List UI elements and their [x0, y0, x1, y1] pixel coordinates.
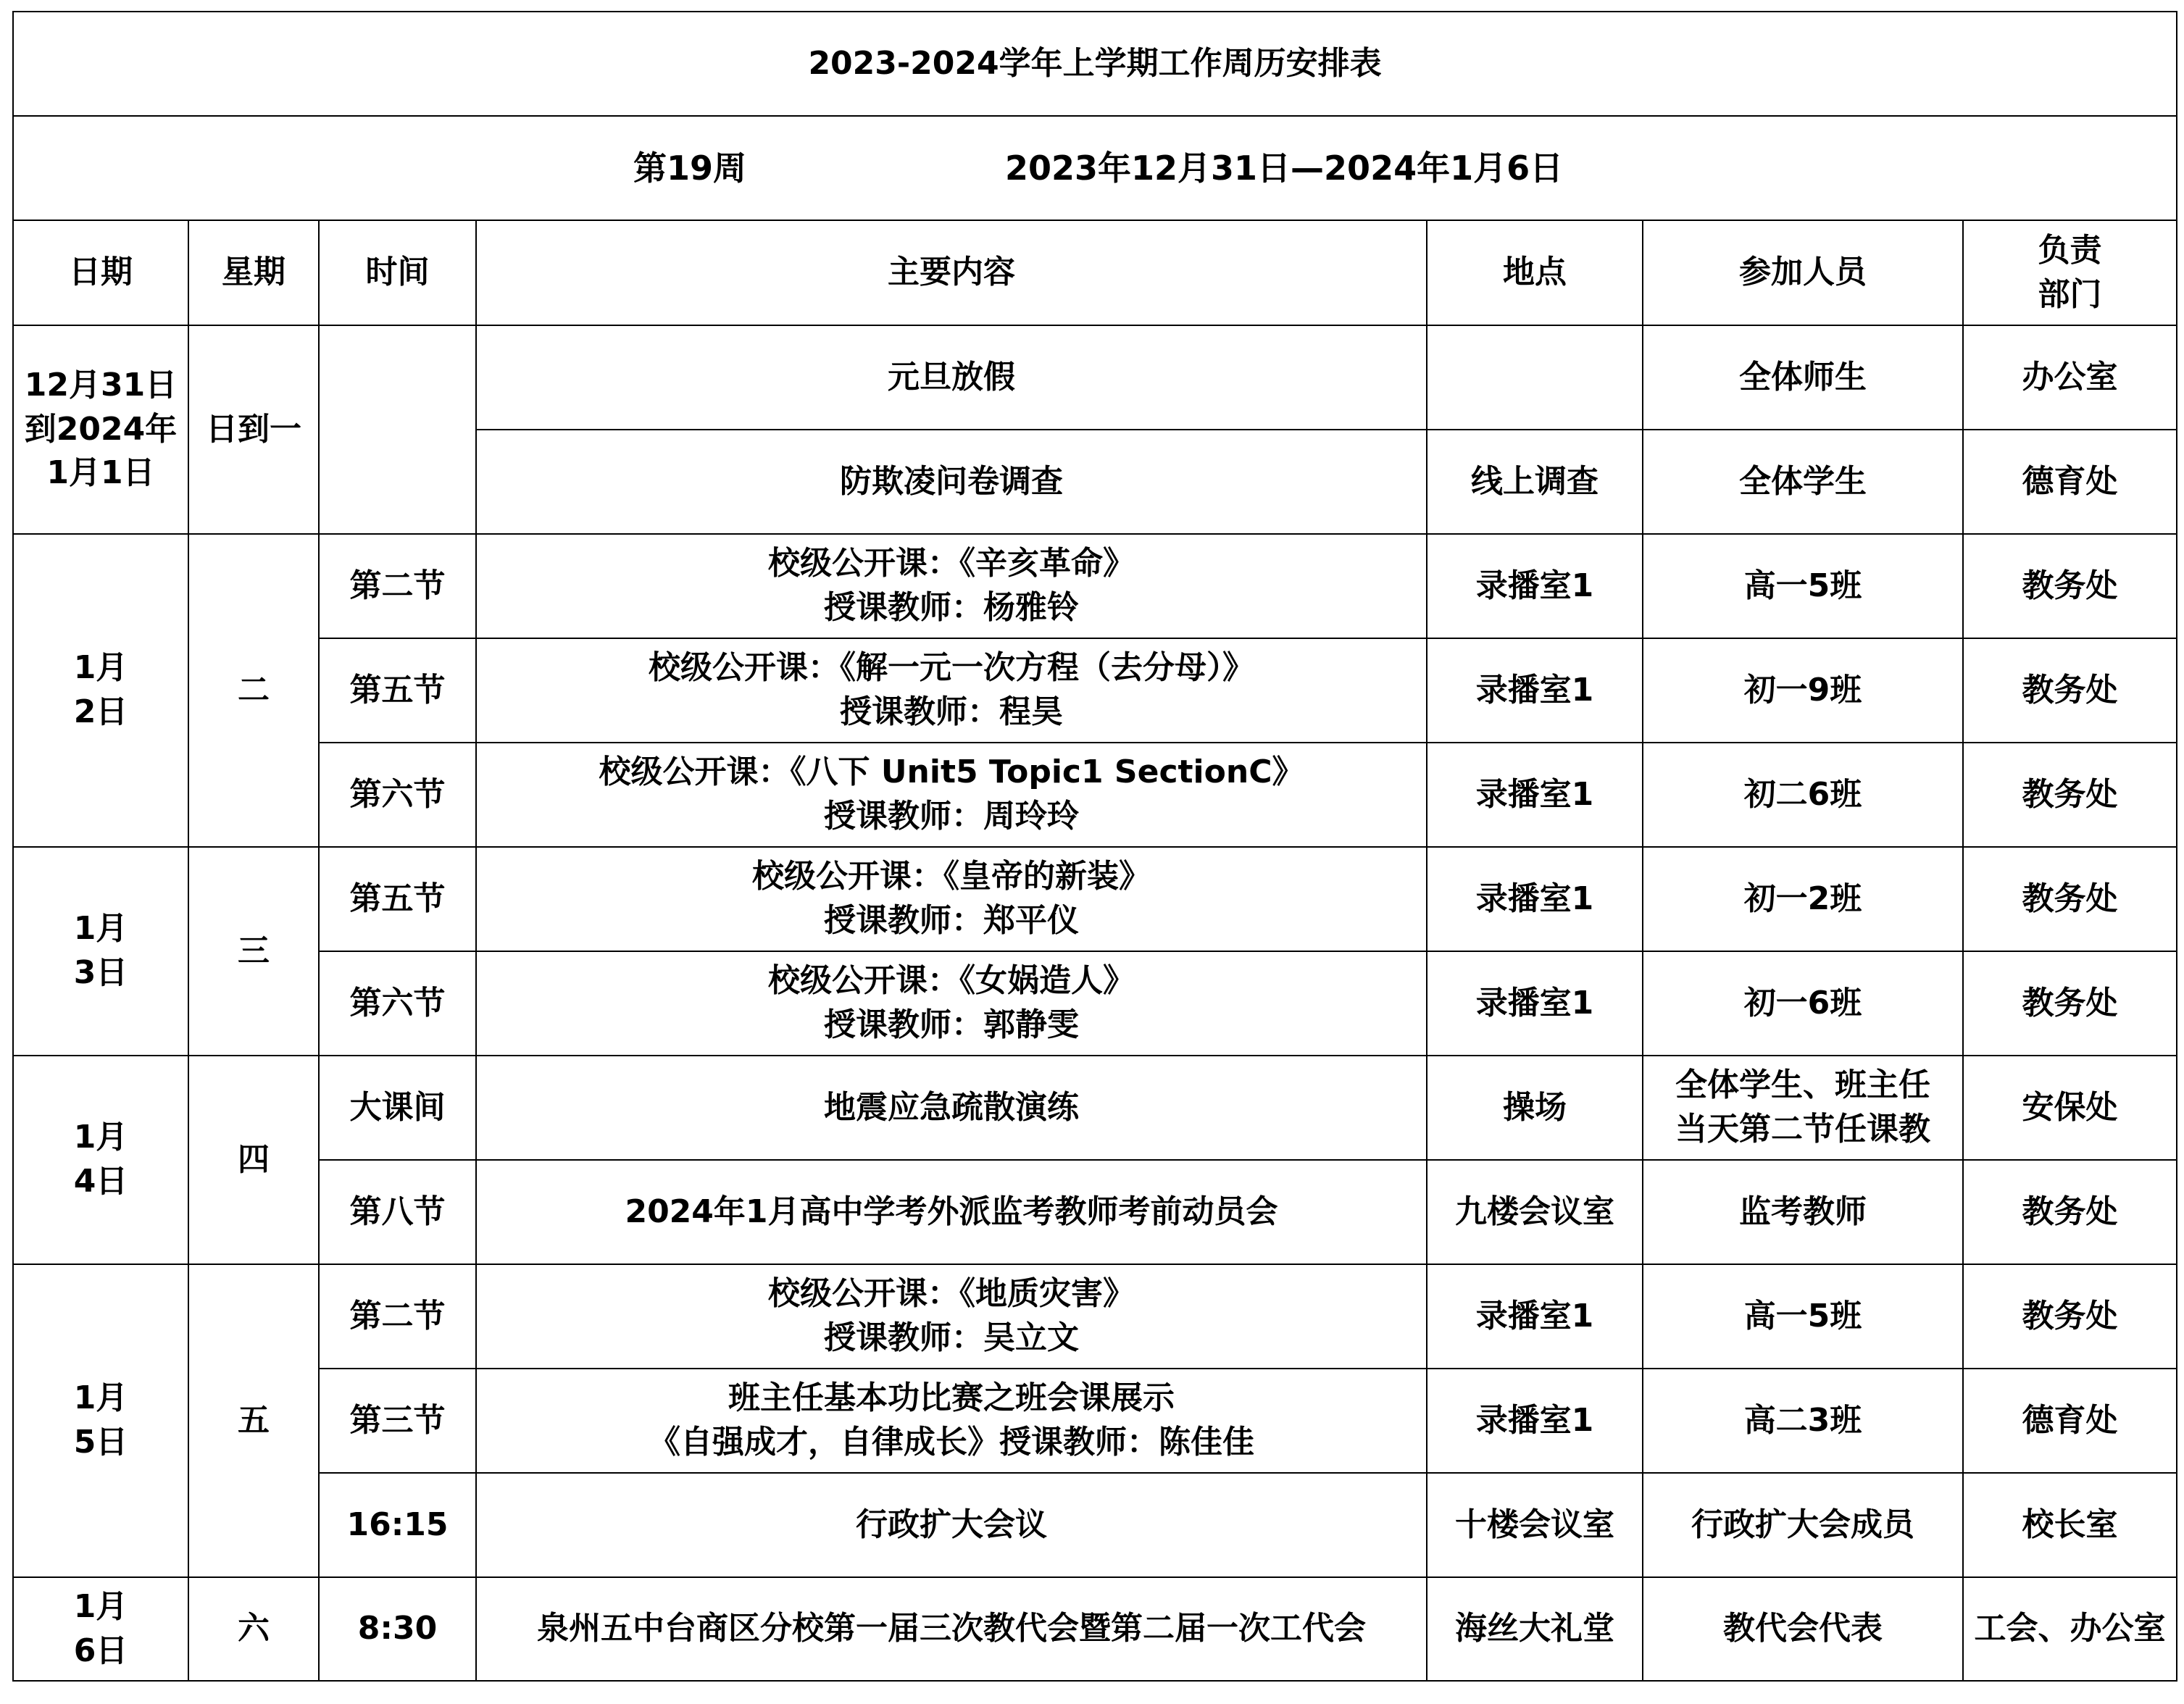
content-cell-line: 2024年1月高中学考外派监考教师考前动员会: [625, 1193, 1278, 1230]
attendees-cell: [1643, 951, 1963, 1056]
header-date: 日期: [13, 220, 188, 325]
weekday-cell: 二: [188, 534, 319, 847]
place-cell: 操场: [1427, 1056, 1643, 1160]
department-cell: 德育处: [1963, 1369, 2177, 1473]
attendees-cell: [1643, 743, 1963, 847]
schedule-row: [13, 325, 2177, 430]
content-cell: [476, 1264, 1427, 1369]
content-cell-line: 授课教师：郑平仪: [824, 902, 1079, 939]
place-cell: 录播室1: [1427, 534, 1643, 638]
weekday-cell: 四: [188, 1056, 319, 1264]
date-cell-line: 6日: [73, 1632, 128, 1669]
attendees-cell: [1643, 325, 1963, 430]
attendees-cell: [1643, 847, 1963, 951]
place-cell: 录播室1: [1427, 1264, 1643, 1369]
content-cell-line: 校级公开课：《地质灾害》: [768, 1275, 1135, 1313]
attendees-cell-line: 全体学生: [1739, 462, 1867, 500]
content-cell-line: 泉州五中台商区分校第一届三次教代会暨第二届一次工代会: [537, 1610, 1366, 1647]
date-cell-line: 12月31日: [24, 366, 178, 404]
page-title: 2023-2024学年上学期工作周历安排表: [13, 12, 2177, 116]
attendees-cell: [1643, 1160, 1963, 1264]
time-cell: 第六节: [319, 951, 476, 1056]
department-cell: 教务处: [1963, 534, 2177, 638]
attendees-cell-line: 高二3班: [1743, 1401, 1862, 1439]
place-cell: 录播室1: [1427, 638, 1643, 743]
attendees-cell-line: 初一6班: [1743, 984, 1862, 1022]
content-cell-line: 行政扩大会议: [856, 1505, 1047, 1543]
week-date-range: 2023年12月31日—2024年1月6日: [1005, 149, 1564, 188]
content-cell-line: 授课教师：杨雅铃: [824, 589, 1079, 626]
attendees-cell: [1643, 638, 1963, 743]
attendees-cell: [1643, 1369, 1963, 1473]
content-cell: [476, 847, 1427, 951]
content-cell-line: 元旦放假: [888, 358, 1015, 396]
content-cell: [476, 638, 1427, 743]
department-cell: 办公室: [1963, 325, 2177, 430]
content-cell-line: 校级公开课：《皇帝的新装》: [752, 858, 1151, 895]
weekday-cell: 三: [188, 847, 319, 1056]
header-weekday: 星期: [188, 220, 319, 325]
time-cell: 第二节: [319, 1264, 476, 1369]
header-department-line: 负责: [2038, 231, 2102, 269]
time-cell: 第五节: [319, 847, 476, 951]
department-cell: 教务处: [1963, 743, 2177, 847]
attendees-cell-line: 行政扩大会成员: [1691, 1505, 1914, 1543]
time-cell: 第五节: [319, 638, 476, 743]
place-cell: 线上调查: [1427, 430, 1643, 534]
date-cell: [13, 1264, 188, 1577]
schedule-row: [13, 847, 2177, 951]
content-cell: [476, 1369, 1427, 1473]
weekday-cell: 六: [188, 1577, 319, 1681]
content-cell: [476, 1160, 1427, 1264]
schedule-row: [13, 951, 2177, 1056]
weekday-cell: 日到一: [188, 325, 319, 534]
department-cell: 教务处: [1963, 1264, 2177, 1369]
place-cell: 海丝大礼堂: [1427, 1577, 1643, 1681]
header-time: 时间: [319, 220, 476, 325]
content-cell-line: 防欺凌问卷调查: [840, 462, 1063, 500]
date-cell-line: 到2024年: [24, 410, 178, 448]
header-row: [13, 220, 2177, 325]
attendees-cell-line: 初一2班: [1743, 880, 1862, 917]
attendees-cell-line: 初一9班: [1743, 671, 1862, 709]
date-cell-line: 1月: [73, 1587, 128, 1625]
department-cell: 安保处: [1963, 1056, 2177, 1160]
header-content: 主要内容: [476, 220, 1427, 325]
attendees-cell: [1643, 1264, 1963, 1369]
content-cell: [476, 534, 1427, 638]
attendees-cell-line: 全体师生: [1739, 358, 1867, 396]
time-cell: 第三节: [319, 1369, 476, 1473]
content-cell: [476, 1473, 1427, 1577]
place-cell: [1427, 325, 1643, 430]
place-cell: 录播室1: [1427, 847, 1643, 951]
content-cell-line: 校级公开课：《辛亥革命》: [768, 545, 1135, 582]
time-cell: 8:30: [319, 1577, 476, 1681]
content-cell: [476, 743, 1427, 847]
attendees-cell: [1643, 430, 1963, 534]
date-cell: [13, 1056, 188, 1264]
content-cell-line: 校级公开课：《八下 Unit5 Topic1 SectionC》: [599, 753, 1304, 791]
time-cell: [319, 325, 476, 534]
department-cell: 教务处: [1963, 1160, 2177, 1264]
schedule-row: [13, 1264, 2177, 1369]
header-department-line: 部门: [2038, 275, 2102, 313]
attendees-cell-line: 高一5班: [1743, 1297, 1862, 1335]
header-attendees: 参加人员: [1643, 220, 1963, 325]
attendees-cell-line: 初二6班: [1743, 775, 1862, 813]
weekday-cell: 五: [188, 1264, 319, 1577]
content-cell-line: 授课教师：吴立文: [824, 1319, 1079, 1356]
schedule-row: [13, 638, 2177, 743]
content-cell: [476, 325, 1427, 430]
schedule-row: [13, 1473, 2177, 1577]
department-cell: 教务处: [1963, 951, 2177, 1056]
attendees-cell: [1643, 1473, 1963, 1577]
date-cell-line: 1月1日: [46, 454, 155, 492]
date-cell-line: 5日: [73, 1424, 128, 1461]
attendees-cell: [1643, 534, 1963, 638]
place-cell: 九楼会议室: [1427, 1160, 1643, 1264]
attendees-cell: [1643, 1577, 1963, 1681]
date-cell-line: 1月: [73, 1119, 128, 1156]
week-info: [13, 116, 2177, 220]
department-cell: 工会、办公室: [1963, 1577, 2177, 1681]
content-cell-line: 校级公开课：《解一元一次方程（去分母）》: [649, 649, 1254, 687]
content-cell-line: 授课教师：郭静雯: [824, 1006, 1079, 1043]
attendees-cell: [1643, 1056, 1963, 1160]
content-cell: [476, 430, 1427, 534]
date-cell-line: 1月: [73, 910, 128, 948]
time-cell: 大课间: [319, 1056, 476, 1160]
attendees-cell-line: 监考教师: [1739, 1193, 1867, 1230]
schedule-row: [13, 1160, 2177, 1264]
department-cell: 教务处: [1963, 847, 2177, 951]
content-cell-line: 授课教师：程昊: [840, 693, 1063, 730]
place-cell: 录播室1: [1427, 951, 1643, 1056]
attendees-cell-line: 教代会代表: [1723, 1610, 1883, 1647]
attendees-cell-line: 当天第二节任课教: [1675, 1111, 1930, 1148]
header-department: [1963, 220, 2177, 325]
week-number: 第19周: [633, 149, 747, 188]
date-cell-line: 4日: [73, 1163, 128, 1200]
department-cell: 教务处: [1963, 638, 2177, 743]
date-cell: [13, 325, 188, 534]
attendees-cell-line: 高一5班: [1743, 567, 1862, 604]
content-cell: [476, 1577, 1427, 1681]
schedule-row: [13, 1056, 2177, 1160]
content-cell: [476, 951, 1427, 1056]
date-cell: [13, 534, 188, 847]
time-cell: 第八节: [319, 1160, 476, 1264]
schedule-row: [13, 534, 2177, 638]
content-cell: [476, 1056, 1427, 1160]
schedule-row: [13, 1369, 2177, 1473]
date-cell: [13, 847, 188, 1056]
content-cell-line: 地震应急疏散演练: [824, 1088, 1079, 1126]
time-cell: 16:15: [319, 1473, 476, 1577]
content-cell-line: 《自强成才，自律成长》授课教师：陈佳佳: [649, 1424, 1254, 1461]
place-cell: 十楼会议室: [1427, 1473, 1643, 1577]
content-cell-line: 授课教师：周玲玲: [824, 798, 1079, 835]
place-cell: 录播室1: [1427, 743, 1643, 847]
department-cell: 校长室: [1963, 1473, 2177, 1577]
header-place: 地点: [1427, 220, 1643, 325]
time-cell: 第二节: [319, 534, 476, 638]
date-cell-line: 1月: [73, 1379, 128, 1417]
attendees-cell-line: 全体学生、班主任: [1675, 1066, 1930, 1104]
date-cell: [13, 1577, 188, 1681]
weekly-calendar-table: [12, 11, 2177, 1682]
content-cell-line: 班主任基本功比赛之班会课展示: [728, 1379, 1175, 1417]
date-cell-line: 1月: [73, 649, 128, 687]
place-cell: 录播室1: [1427, 1369, 1643, 1473]
department-cell: 德育处: [1963, 430, 2177, 534]
date-cell-line: 2日: [73, 693, 128, 730]
schedule-row: [13, 1577, 2177, 1681]
schedule-row: [13, 743, 2177, 847]
time-cell: 第六节: [319, 743, 476, 847]
date-cell-line: 3日: [73, 954, 128, 991]
content-cell-line: 校级公开课：《女娲造人》: [768, 962, 1135, 1000]
